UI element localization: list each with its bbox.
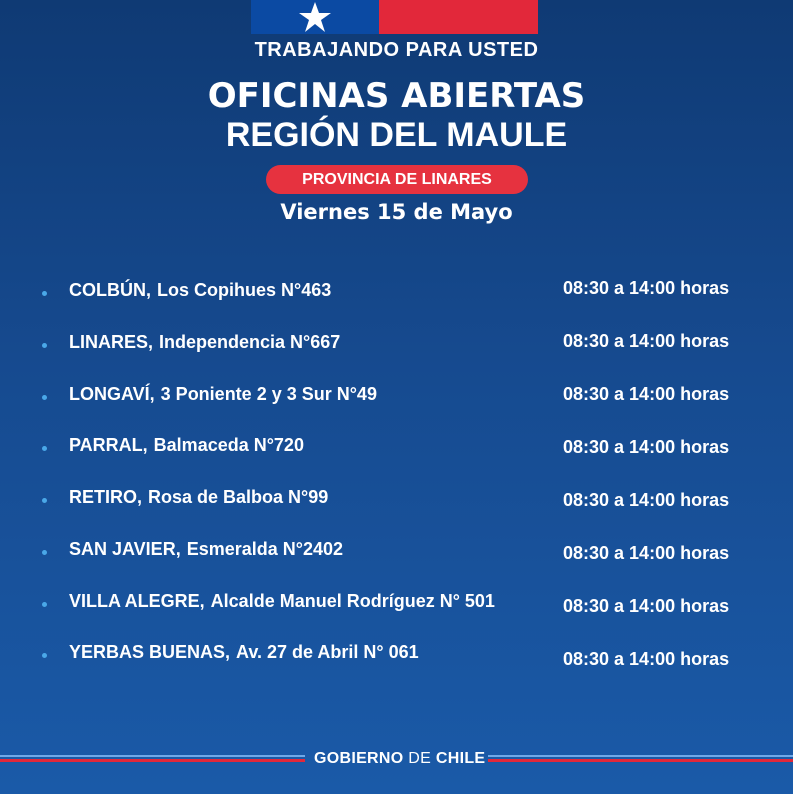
office-address: Alcalde Manuel Rodríguez N° 501 [210,591,495,611]
bullet-icon [42,343,47,348]
office-location [69,539,343,560]
office-location [69,487,328,508]
footer-word-de: DE [408,750,432,767]
list-item [0,278,793,316]
office-hours: 08:30 a 14:00 horas [563,649,730,669]
list-item [0,642,793,678]
office-hours: 08:30 a 14:00 horas [563,596,730,616]
office-hours: 08:30 a 14:00 horas [563,384,730,404]
office-city: PARRAL, [69,435,148,455]
office-location [69,280,331,301]
office-city: SAN JAVIER, [69,539,181,559]
tagline: TRABAJANDO PARA USTED [254,39,539,61]
office-address: Rosa de Balboa N°99 [148,487,329,507]
page-title: OFICINAS ABIERTAS [207,76,586,116]
office-address: Independencia N°667 [159,332,341,352]
bullet-icon [42,498,47,503]
office-city: LONGAVÍ, [69,384,155,404]
footer-word-gobierno: GOBIERNO [314,750,404,767]
office-address: Esmeralda N°2402 [186,539,343,559]
province-badge: PROVINCIA DE LINARES [266,165,528,194]
office-location [69,332,340,353]
list-item [0,331,793,368]
bullet-icon [42,446,47,451]
list-item [0,539,793,575]
footer-word-chile: CHILE [435,750,486,767]
list-item [0,384,793,420]
office-address: Balmaceda N°720 [153,435,304,455]
footer-stripe-right [488,755,793,763]
list-item [0,487,793,523]
office-location [69,435,304,456]
bullet-icon [42,291,47,296]
chile-flag-icon [251,0,538,34]
office-location [69,642,419,663]
office-city: YERBAS BUENAS, [69,642,231,662]
office-city: COLBÚN, [69,280,151,300]
footer-logo [314,750,485,768]
office-address: Av. 27 de Abril N° 061 [236,642,419,662]
star-icon [298,1,332,33]
flag-red-field [379,0,538,34]
office-city: VILLA ALEGRE, [69,591,205,611]
office-address: 3 Poniente 2 y 3 Sur N°49 [160,384,377,404]
office-hours: 08:30 a 14:00 horas [563,331,730,351]
bullet-icon [42,653,47,658]
date-label: Viernes 15 de Mayo [280,200,513,224]
office-address: Los Copihues N°463 [157,280,332,300]
office-hours: 08:30 a 14:00 horas [563,278,730,298]
bullet-icon [42,395,47,400]
bullet-icon [42,550,47,555]
list-item [0,435,793,471]
office-city: RETIRO, [69,487,143,507]
footer-stripe-left [0,755,305,763]
bullet-icon [42,602,47,607]
office-hours: 08:30 a 14:00 horas [563,543,730,563]
office-hours: 08:30 a 14:00 horas [563,437,730,457]
list-item [0,591,793,627]
page-subtitle: REGIÓN DEL MAULE [225,116,568,154]
flag-blue-field [251,0,379,34]
office-location [69,384,377,405]
office-location [69,591,495,612]
office-hours: 08:30 a 14:00 horas [563,490,730,510]
office-city: LINARES, [69,332,154,352]
